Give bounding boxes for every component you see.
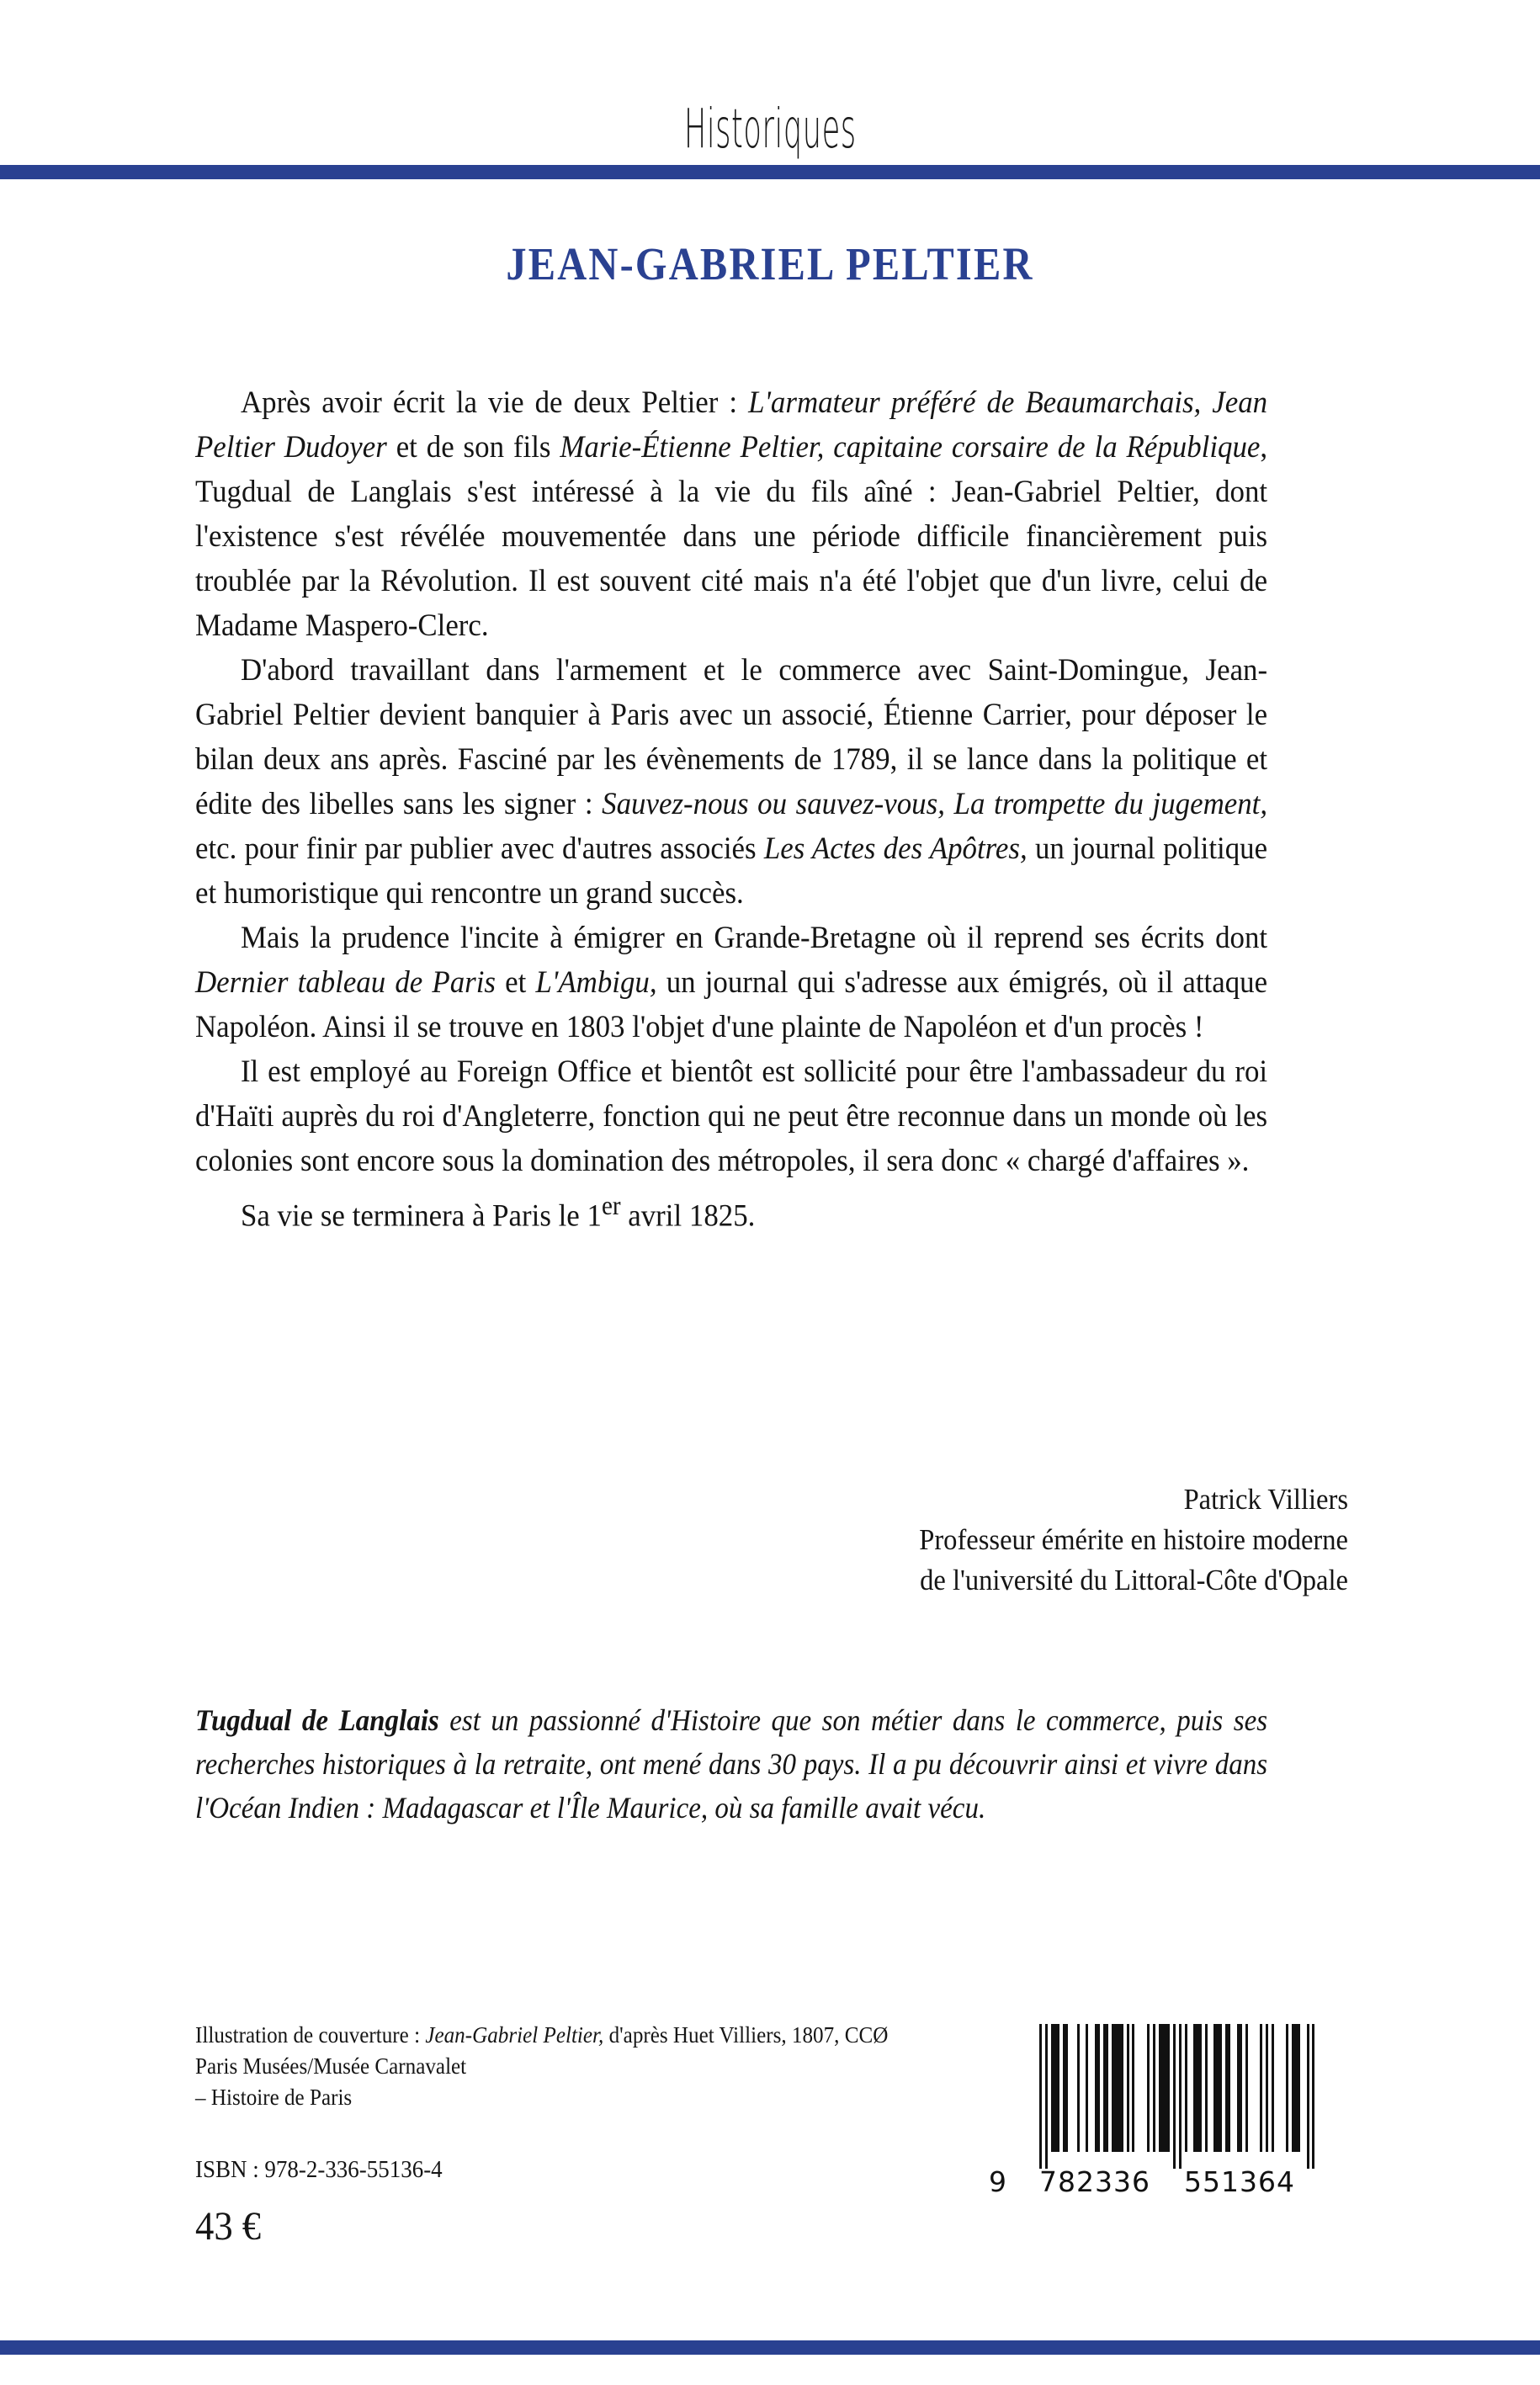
cover-illustration-credit: Illustration de couverture : Jean-Gabriel Peltier, d'après Huet Villiers, 1807, CCØ Paris Musées/Musée Carnavalet – Histoire de Paris (195, 2022, 889, 2110)
price-text: 43 € (195, 2204, 262, 2249)
isbn-text: ISBN : 978-2-336-55136-4 (195, 2156, 443, 2183)
author-biography: Tugdual de Langlais est un passionné d'Histoire que son métier dans le commerce, puis ses recherches historiques à la retraite, ont mené dans 30 pays. Il a pu découvrir ainsi et vivre dans l'Océan Indien : Madagascar et l'Île Maurice, où sa famille avait vécu. (195, 1703, 1268, 1825)
signature-role: Professeur émérite en histoire moderne (919, 1523, 1348, 1556)
signature-name: Patrick Villiers (1183, 1483, 1348, 1516)
collection-header (0, 0, 1540, 165)
book-title: JEAN-GABRIEL PELTIER (506, 238, 1034, 289)
blurb-paragraph: Sa vie se terminera à Paris le 1er avril 1825. (240, 1191, 756, 1234)
barcode-right-group: 551364 (1184, 2165, 1295, 2198)
signature-affiliation: de l'université du Littoral-Côte d'Opale (920, 1564, 1348, 1596)
blurb-paragraph: Mais la prudence l'incite à émigrer en Grande-Bretagne où il reprend ses écrits dont Dernier tableau de Paris et L'Ambigu, un journal qui s'adresse aux émigrés, où il attaque Napoléon. Ainsi il se trouve en 1803 l'objet d'une plainte de Napoléon et d'un procès ! (195, 921, 1268, 1044)
blurb-paragraph: D'abord travaillant dans l'armement et le commerce avec Saint-Domingue, Jean-Gabriel Peltier devient banquier à Paris avec un associé, Étienne Carrier, pour déposer le bilan deux ans après. Fasciné par les évènements de 1789, il se lance dans la politique et édite des libelles sans les signer : Sauvez-nous ou sauvez-vous, La trompette du jugement, etc. pour finir par publier avec d'autres associés Les Actes des Apôtres, un journal politique et humoristique qui rencontre un grand succès. (195, 653, 1268, 911)
barcode-left-group: 782336 (1039, 2165, 1150, 2198)
top-accent-rule (0, 165, 1540, 179)
ean13-barcode (989, 2024, 1317, 2198)
blurb-paragraph: Après avoir écrit la vie de deux Peltier : L'armateur préféré de Beaumarchais, Jean Peltier Dudoyer et de son fils Marie-Étienne Peltier, capitaine corsaire de la République, Tugdual de Langlais s'est intéressé à la vie du fils aîné : Jean-Gabriel Peltier, dont l'existence s'est révélée mouvementée dans une période difficile financièrement puis troublée par la Révolution. Il est souvent cité mais n'a été l'objet que d'un livre, celui de Madame Maspero-Clerc. (195, 385, 1268, 643)
barcode-bars (989, 2024, 1317, 2152)
barcode-digits (989, 2165, 1317, 2198)
barcode-lead-digit: 9 (989, 2165, 1007, 2198)
blurb-paragraph: Il est employé au Foreign Office et bientôt est sollicité pour être l'ambassadeur du roi d'Haïti auprès du roi d'Angleterre, fonction qui ne peut être reconnue dans un monde où les colonies sont encore sous la domination des métropoles, il sera donc « chargé d'affaires ». (195, 1054, 1268, 1178)
collection-name: Historiques (683, 98, 857, 161)
endorsement-signature (276, 1479, 1348, 1601)
back-cover-blurb (195, 380, 1267, 1239)
bottom-accent-rule (0, 2340, 1540, 2355)
